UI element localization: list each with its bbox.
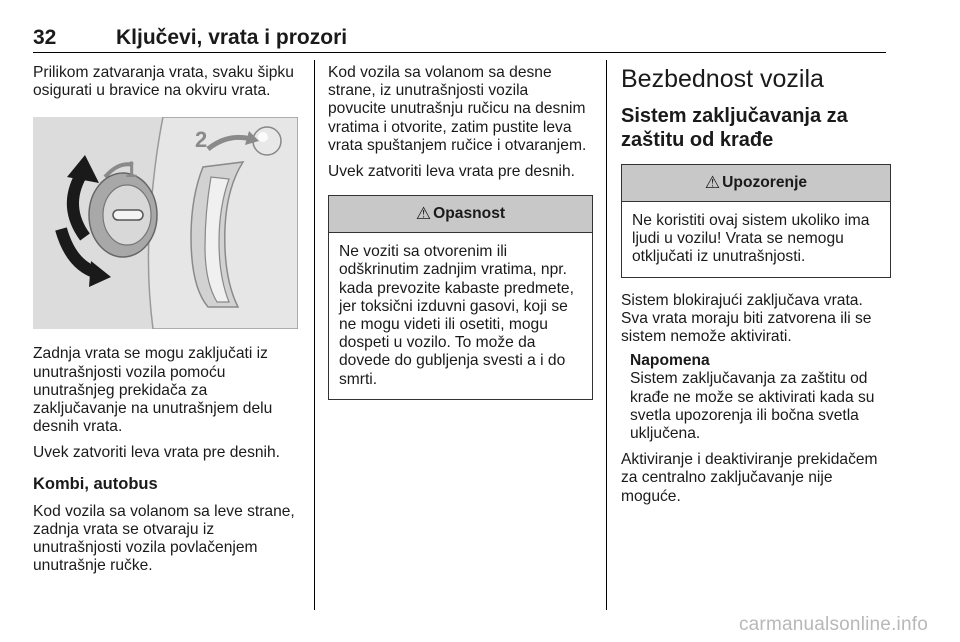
callout-label-2: 2 [195, 127, 208, 153]
paragraph: Uvek zatvoriti leva vrata pre desnih. [33, 444, 281, 462]
page-title: Ključevi, vrata i prozori [116, 26, 348, 49]
paragraph: Sistem blokirajući zaključava vrata. Sva vrata moraju biti zatvorena ili se sistem nemože aktivirati. [621, 291, 872, 346]
header-divider [33, 52, 886, 53]
danger-box-title: Opasnost [433, 205, 506, 223]
column-2 [328, 64, 593, 400]
paragraph: Aktiviranje i deaktiviranje prekidačem za centralno zaključavanje nije moguće. [621, 451, 878, 505]
watermark: carmanualsonline.info [738, 614, 928, 635]
section-heading: Bezbednost vozila [621, 65, 824, 93]
page-number: 32 [33, 26, 57, 49]
warning-triangle-icon: ⚠ [704, 172, 721, 192]
page-header [33, 26, 886, 52]
section-subheading: Sistem zaključavanja za zaštitu od krađe [621, 105, 848, 151]
note-block [621, 352, 891, 443]
column-3 [621, 64, 891, 506]
paragraph: Zadnja vrata se mogu zaključati iz unutrašnjosti vozila pomoću unutrašnjeg prekidača za zaključavanje na unutrašnjem delu desnih vrata. [33, 345, 273, 436]
paragraph: Uvek zatvoriti leva vrata pre desnih. [328, 163, 576, 181]
intro-paragraph: Prilikom zatvaranja vrata, svaku šipku osigurati u bravice na okviru vrata. [33, 64, 294, 100]
door-lock-illustration [33, 117, 298, 329]
column-1 [33, 64, 303, 576]
section-subheading: Kombi, autobus [33, 474, 158, 493]
danger-box [328, 195, 593, 400]
danger-box-header [329, 196, 592, 233]
column-divider-1 [314, 60, 315, 610]
door-lock-figure [33, 117, 298, 329]
note-title: Napomena [630, 352, 710, 370]
note-text: Sistem zaključavanja za zaštitu od krađe ne može se aktivirati kada su svetla upozorenja ili bočna svetla uključena. [630, 370, 875, 443]
warning-box [621, 164, 891, 278]
column-divider-2 [606, 60, 607, 610]
warning-box-title: Upozorenje [722, 173, 808, 191]
warning-box-text: Ne koristiti ovaj sistem ukoliko ima ljudi u vozilu! Vrata se nemogu otključati iz unutrašnjosti. [632, 212, 870, 266]
danger-box-text: Ne voziti sa otvorenim ili odškrinutim zadnjim vratima, npr. kada prevozite kabaste predmete, jer toksični izduvni gasovi, koji se ne mogu videti ili osetiti, mogu dospeti u vozilo. To može da dovede do gubljenja svesti a i do smrti. [339, 243, 574, 388]
warning-triangle-icon: ⚠ [415, 204, 432, 224]
callout-label-1: 1 [125, 157, 138, 183]
warning-box-header [622, 165, 890, 202]
paragraph: Kod vozila sa volanom sa desne strane, iz unutrašnjosti vozila povucite unutrašnju ručicu na desnim vratima i otvorite, zatim pustite leva vrata spuštanjem ručice i otvaranjem. [328, 64, 587, 154]
paragraph: Kod vozila sa volanom sa leve strane, zadnja vrata se otvaraju iz unutrašnjosti vozila povlačenjem unutrašnje ručke. [33, 502, 295, 575]
